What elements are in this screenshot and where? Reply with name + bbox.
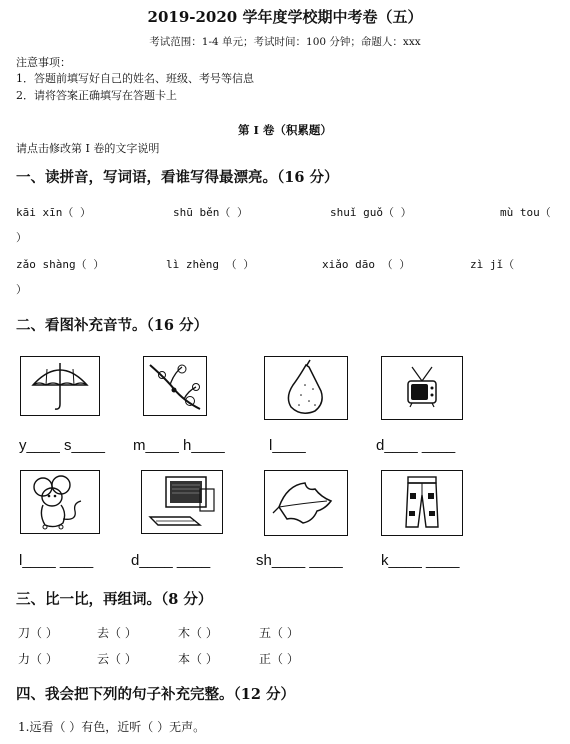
section3-heading: 三、比一比，再组词。（8 分）	[16, 591, 213, 608]
pinyin-item-2: shū běn（ ）	[173, 206, 248, 219]
pinyin-blank-leaf[interactable]: sh____ ____	[256, 552, 343, 569]
pinyin-item-5: zǎo shàng（ ）	[16, 258, 105, 271]
exam-title: 2019-2020 学年度学校期中考卷（五）	[147, 8, 423, 26]
compare-item-4[interactable]: 五（ ）	[259, 626, 299, 640]
pinyin-blank-mouse[interactable]: l____ ____	[19, 552, 94, 569]
compare-item-1[interactable]: 刀（ ）	[18, 626, 58, 640]
plum-branch-icon	[144, 357, 206, 415]
compare-item-8[interactable]: 正（ ）	[259, 652, 299, 666]
mouse-picture	[20, 470, 100, 534]
television-icon	[382, 357, 462, 419]
section4-heading: 四、我会把下列的句子补充完整。（12 分）	[16, 686, 295, 703]
pinyin-item-3: shuǐ guǒ（ ）	[330, 206, 412, 219]
leaf-picture	[264, 470, 348, 536]
pinyin-item-1: kāi xīn（ ）	[16, 206, 91, 219]
pear-picture	[264, 356, 348, 420]
section1-heading: 一、读拼音，写词语，看谁写得最漂亮。（16 分）	[16, 169, 339, 186]
leaf-icon	[265, 471, 347, 535]
compare-item-3[interactable]: 木（ ）	[178, 626, 218, 640]
volume-title: 第 I 卷（积累题）	[238, 123, 332, 137]
umbrella-icon	[21, 357, 99, 415]
trousers-icon	[382, 471, 462, 535]
pinyin-blank-tv[interactable]: d____ ____	[376, 437, 456, 454]
pear-icon	[265, 357, 347, 419]
compare-item-2[interactable]: 去（ ）	[97, 626, 137, 640]
volume-instruction[interactable]: 请点击修改第 I 卷的文字说明	[16, 142, 160, 155]
compare-item-5[interactable]: 力（ ）	[18, 652, 58, 666]
pinyin-wrap-2: ）	[16, 283, 27, 296]
note-item-2: 2．请将答案正确填写在答题卡上	[16, 89, 177, 102]
mouse-icon	[21, 471, 99, 533]
notes-heading: 注意事项：	[16, 56, 71, 69]
note-item-1: 1．答题前填写好自己的姓名、班级、考号等信息	[16, 72, 254, 85]
pinyin-item-6: lì zhèng （ ）	[166, 258, 255, 271]
sentence-item-1[interactable]: 1.远看（ ）有色，近听（ ）无声。	[18, 720, 206, 734]
pinyin-item-7: xiǎo dāo （ ）	[322, 258, 411, 271]
umbrella-picture	[20, 356, 100, 416]
pinyin-wrap-1: ）	[16, 231, 27, 244]
trousers-picture	[381, 470, 463, 536]
pinyin-item-8: zì jǐ（	[470, 258, 515, 271]
pinyin-item-4: mù tou（	[500, 206, 551, 219]
pinyin-blank-pear[interactable]: l____	[269, 437, 306, 454]
pinyin-blank-plum[interactable]: m____ h____	[133, 437, 225, 454]
compare-item-7[interactable]: 本（ ）	[178, 652, 218, 666]
computer-icon	[142, 471, 222, 533]
section2-heading: 二、看图补充音节。（16 分）	[16, 317, 208, 334]
exam-subtitle: 考试范围：1-4 单元；考试时间：100 分钟；命题人：xxx	[149, 36, 421, 48]
television-picture	[381, 356, 463, 420]
pinyin-blank-computer[interactable]: d____ ____	[131, 552, 211, 569]
pinyin-blank-umbrella[interactable]: y____ s____	[19, 437, 105, 454]
computer-picture	[141, 470, 223, 534]
plum-branch-picture	[143, 356, 207, 416]
pinyin-blank-trousers[interactable]: k____ ____	[381, 552, 460, 569]
compare-item-6[interactable]: 云（ ）	[97, 652, 137, 666]
